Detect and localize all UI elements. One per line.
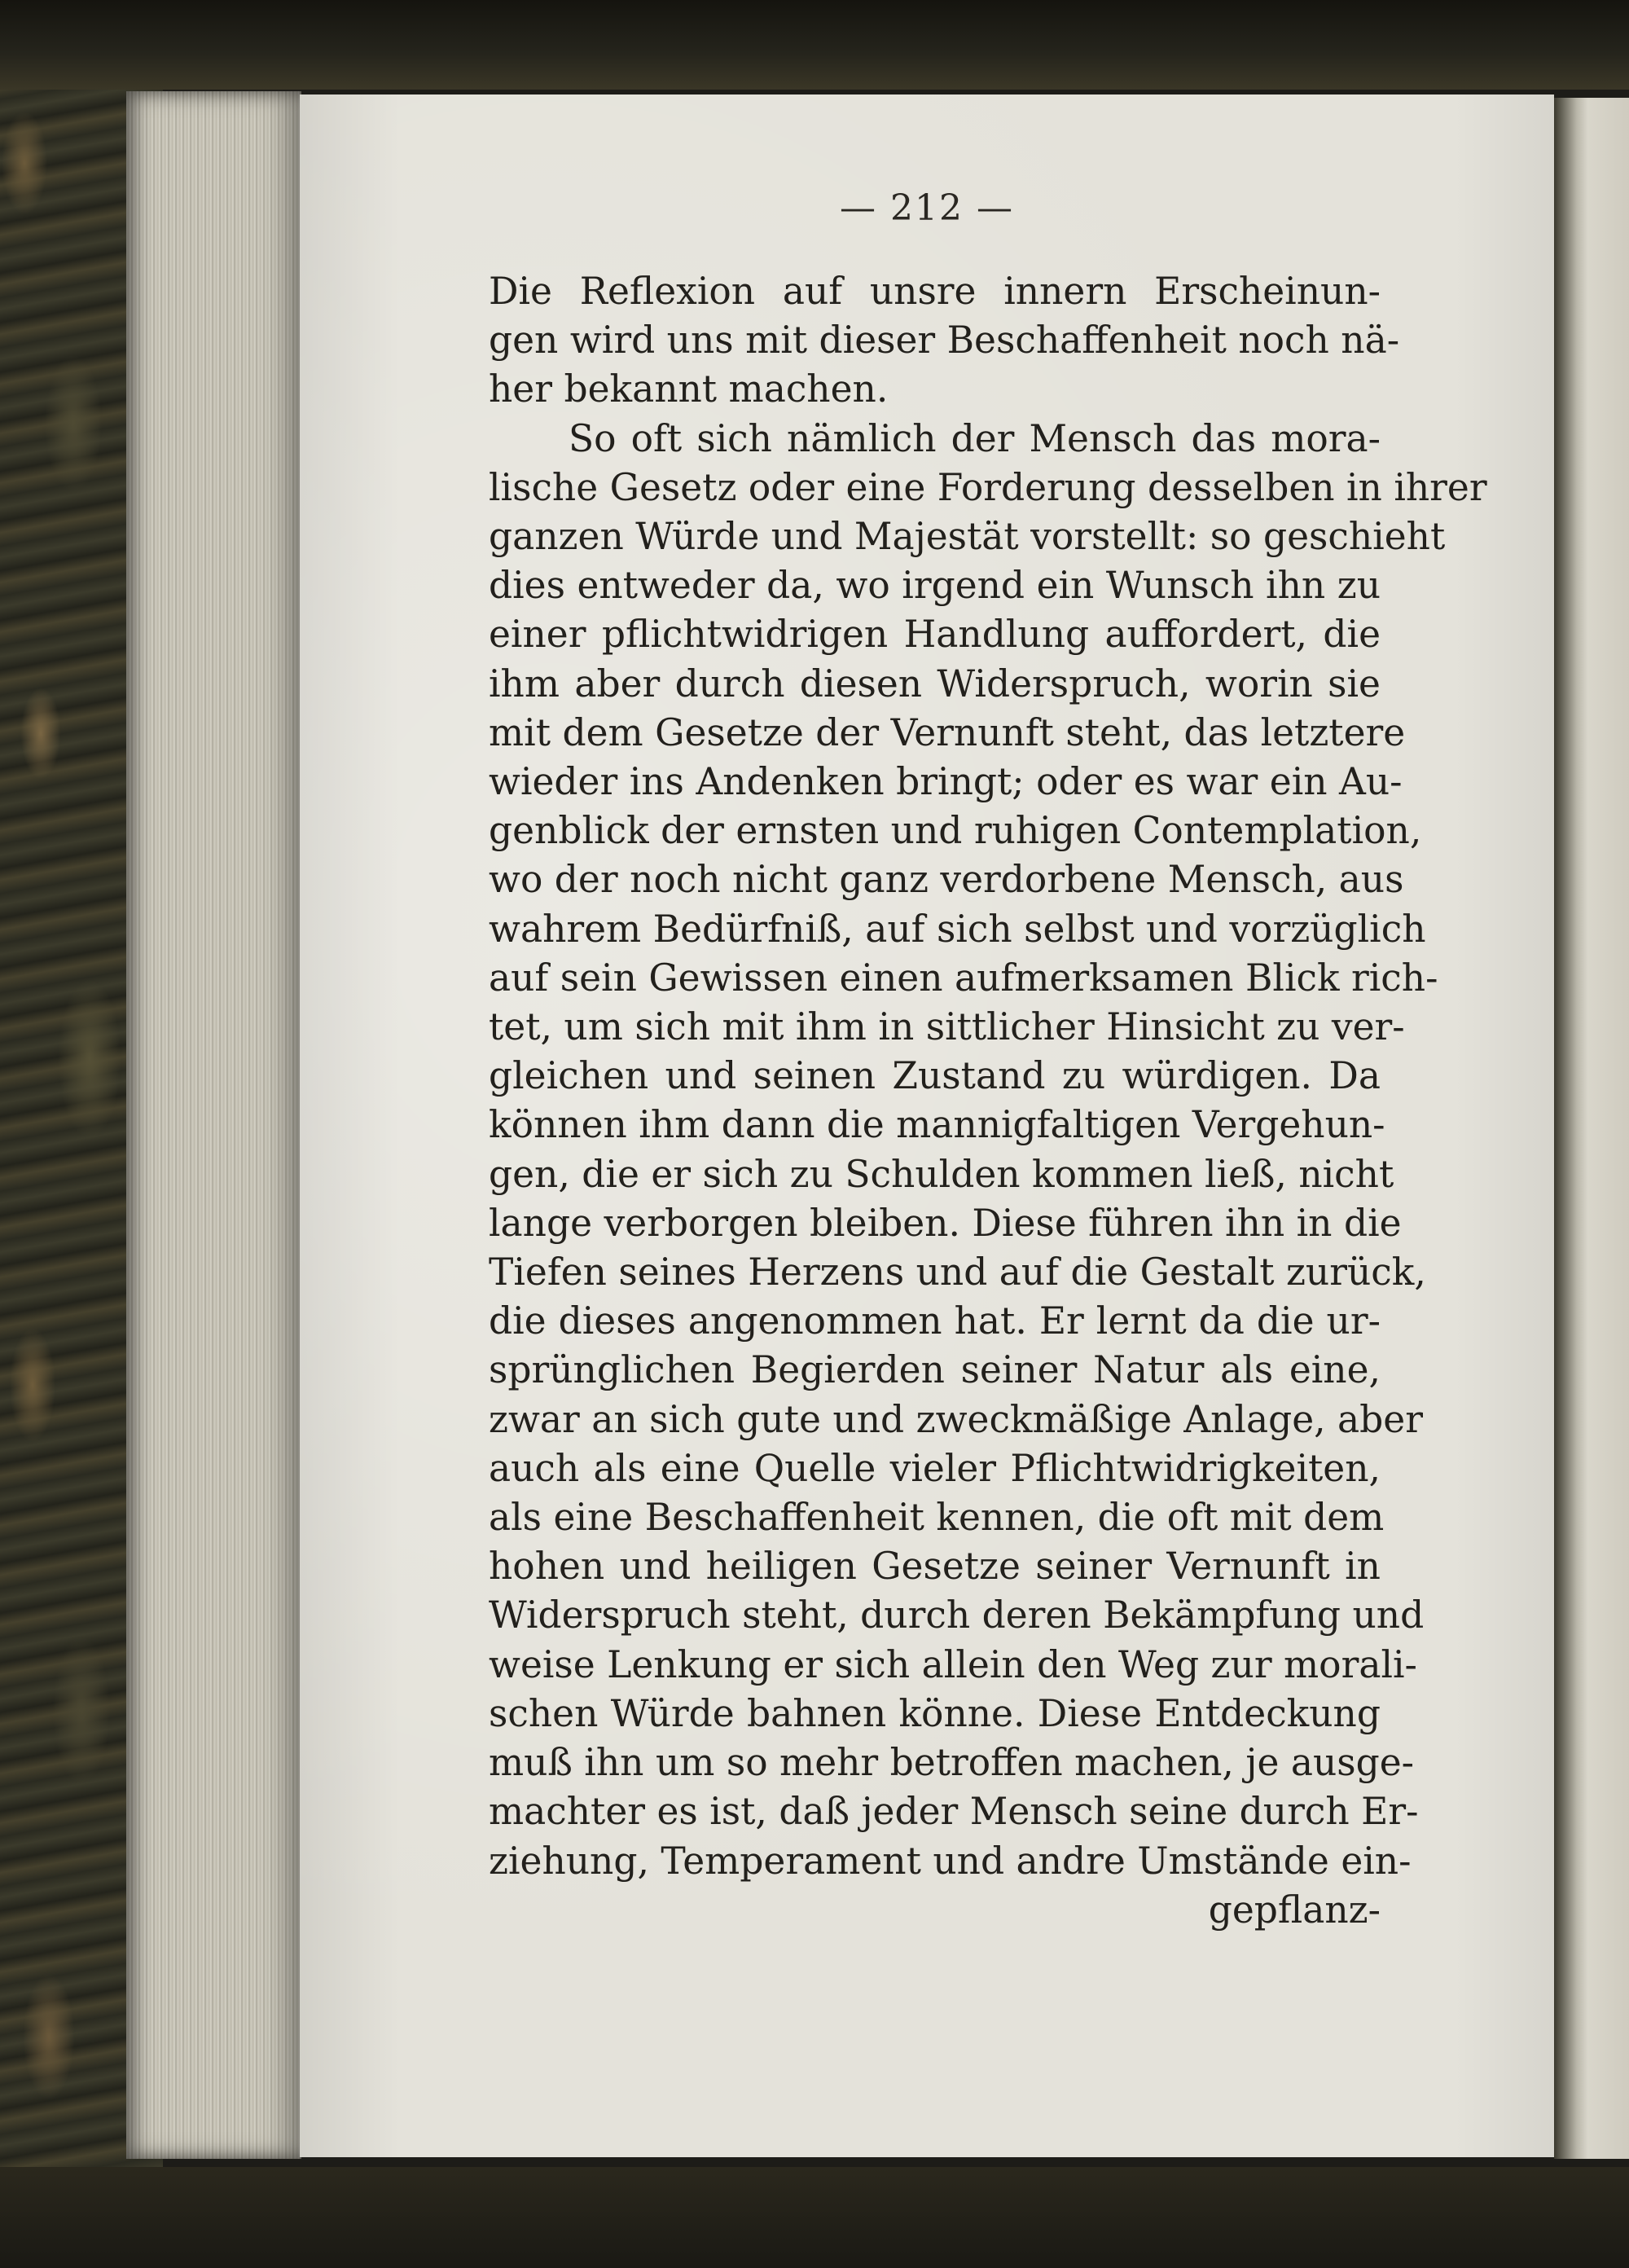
text-line: gen wird uns mit dieser Beschaffenheit noch nä- — [489, 319, 1400, 363]
text-line: ganzen Würde und Majestät vorstellt: so geschieht — [489, 515, 1446, 559]
text-line: muß ihn um so mehr betroffen machen, je ausge- — [489, 1741, 1415, 1785]
text-line: auch als eine Quelle vieler Pflichtwidrigkeiten, — [489, 1446, 1381, 1490]
page-number: — 212 — — [840, 187, 1014, 229]
text-line: Die Reflexion auf unsre innern Erscheinun- — [489, 270, 1381, 313]
text-line: als eine Beschaffenheit kennen, die oft mit dem — [489, 1496, 1385, 1540]
text-line: So oft sich nämlich der Mensch das mora- — [569, 416, 1381, 460]
text-line: gen, die er sich zu Schulden kommen ließ, nicht — [489, 1152, 1394, 1196]
text-line: gleichen und seinen Zustand zu würdigen. Da — [489, 1054, 1381, 1098]
text-line: zwar an sich gute und zweckmäßige Anlage, aber — [489, 1397, 1423, 1441]
text-line: hohen und heiligen Gesetze seiner Vernunft in — [489, 1545, 1381, 1589]
facing-page-edge — [1554, 98, 1629, 2159]
catchword: gepflanz- — [1208, 1888, 1381, 1932]
text-line: ziehung, Temperament und andre Umstände ein- — [489, 1839, 1412, 1883]
text-line: wieder ins Andenken bringt; oder es war ein Au- — [489, 760, 1403, 804]
text-line: lange verborgen bleiben. Diese führen ihn in die — [489, 1201, 1402, 1245]
text-line: her bekannt machen. — [489, 367, 889, 411]
text-line: wahrem Bedürfniß, auf sich selbst und vorzüglich — [489, 907, 1426, 951]
text-line: genblick der ernsten und ruhigen Contemplation, — [489, 809, 1422, 853]
text-line: Tiefen seines Herzens und auf die Gestalt zurück, — [489, 1250, 1426, 1294]
text-line: sprünglichen Begierden seiner Natur als eine, — [489, 1348, 1381, 1392]
text-line: wo der noch nicht ganz verdorbene Mensch, aus — [489, 858, 1404, 902]
text-line: dies entweder da, wo irgend ein Wunsch ihn zu — [489, 564, 1381, 608]
cover-top-edge — [0, 0, 1629, 90]
text-line: machter es ist, daß jeder Mensch seine durch Er- — [489, 1790, 1419, 1834]
text-line: weise Lenkung er sich allein den Weg zur morali- — [489, 1642, 1417, 1686]
text-line: tet, um sich mit ihm in sittlicher Hinsicht zu ver- — [489, 1005, 1405, 1049]
text-line: ihm aber durch diesen Widerspruch, worin sie — [489, 662, 1381, 705]
text-line: lische Gesetz oder eine Forderung desselben in ihrer — [489, 465, 1487, 509]
text-line: mit dem Gesetze der Vernunft steht, das letztere — [489, 710, 1406, 754]
text-line: die dieses angenommen hat. Er lernt da die ur- — [489, 1299, 1381, 1343]
body-text — [489, 267, 1487, 1935]
text-line: auf sein Gewissen einen aufmerksamen Blick rich- — [489, 956, 1438, 1000]
text-line: Widerspruch steht, durch deren Bekämpfung und — [489, 1593, 1425, 1637]
text-line: schen Würde bahnen könne. Diese Entdeckung — [489, 1691, 1381, 1735]
text-line: können ihm dann die mannigfaltigen Vergehun- — [489, 1103, 1385, 1147]
cover-bottom-edge — [0, 2167, 1629, 2268]
page-block-edges — [126, 91, 301, 2159]
text-line: einer pflichtwidrigen Handlung auffordert, die — [489, 613, 1381, 657]
